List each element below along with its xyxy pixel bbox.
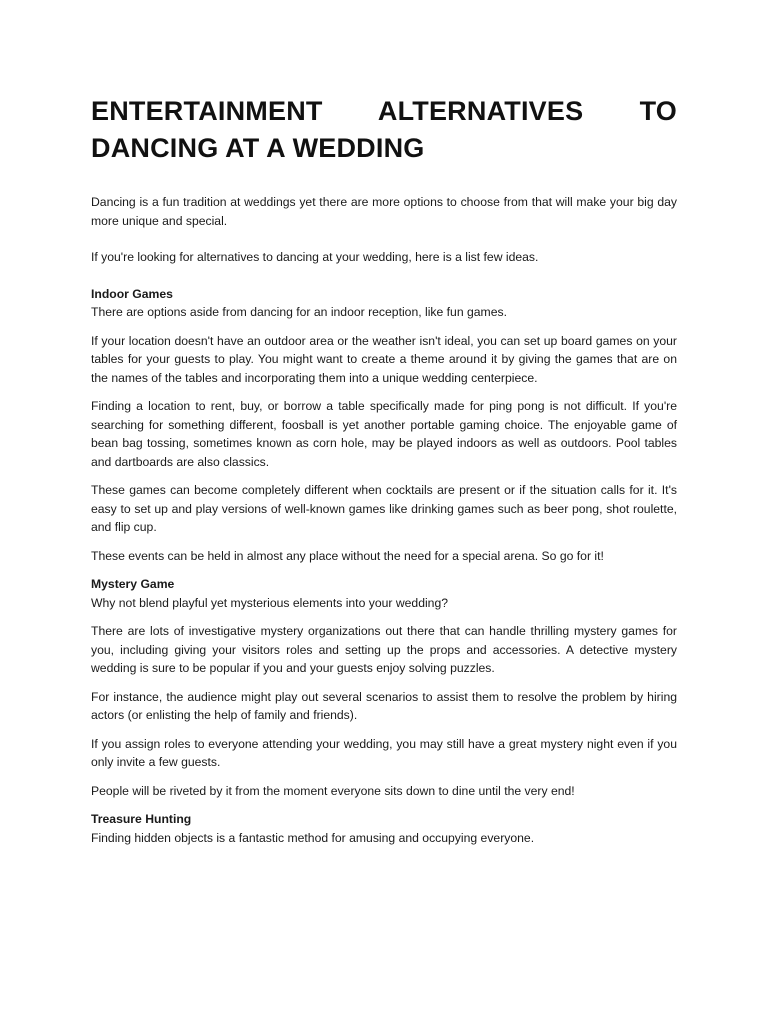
document-page	[91, 93, 677, 857]
body-paragraph: If you assign roles to everyone attending your wedding, you may still have a great mystery night even if you only invite a few guests.	[91, 736, 677, 769]
body-paragraph: For instance, the audience might play out several scenarios to assist them to resolve the problem by hiring actors (or enlisting the help of family and friends).	[91, 689, 677, 722]
body-paragraph: People will be riveted by it from the moment everyone sits down to dine until the very end!	[91, 783, 575, 798]
body-paragraph: Finding a location to rent, buy, or borrow a table specifically made for ping pong is not difficult. If you're searching for something different, foosball is yet another portable gaming choice. The enjoyable game of bean bag tossing, sometimes known as corn hole, may be played indoors as well as outdoors. Pool tables and dartboards are also classics.	[91, 399, 677, 469]
document-title: ENTERTAINMENT ALTERNATIVES TO DANCING AT A WEDDING	[91, 96, 677, 163]
body-paragraph: These events can be held in almost any place without the need for a special arena. So go for it!	[91, 548, 604, 563]
intro-paragraph: If you're looking for alternatives to dancing at your wedding, here is a list few ideas.	[91, 250, 539, 264]
body-paragraph: There are lots of investigative mystery organizations out there that can handle thrilling mystery games for you, including giving your visitors roles and setting up the props and accessories. A detective mystery wedding is sure to be popular if you and your guests enjoy solving puzzles.	[91, 624, 677, 675]
body-paragraph: Why not blend playful yet mysterious elements into your wedding?	[91, 595, 449, 610]
intro-paragraph: Dancing is a fun tradition at weddings yet there are more options to choose from that will make your big day more unique and special.	[91, 195, 677, 228]
section-heading-indoor-games: Indoor Games	[91, 286, 173, 301]
body-paragraph: Finding hidden objects is a fantastic method for amusing and occupying everyone.	[91, 830, 535, 845]
section-heading-treasure-hunting: Treasure Hunting	[91, 812, 192, 826]
body-paragraph: If your location doesn't have an outdoor area or the weather isn't ideal, you can set up board games on your tables for your guests to play. You might want to create a theme around it by giving the games that are on the names of the tables and incorporating them into a unique wedding centerpiece.	[91, 333, 677, 385]
section-heading-mystery-game: Mystery Game	[91, 577, 175, 591]
body-paragraph: There are options aside from dancing for an indoor reception, like fun games.	[91, 305, 507, 319]
body-paragraph: These games can become completely different when cocktails are present or if the situation calls for it. It's easy to set up and play versions of well-known games like drinking games such as beer pong, shot roulette, and flip cup.	[91, 483, 677, 534]
